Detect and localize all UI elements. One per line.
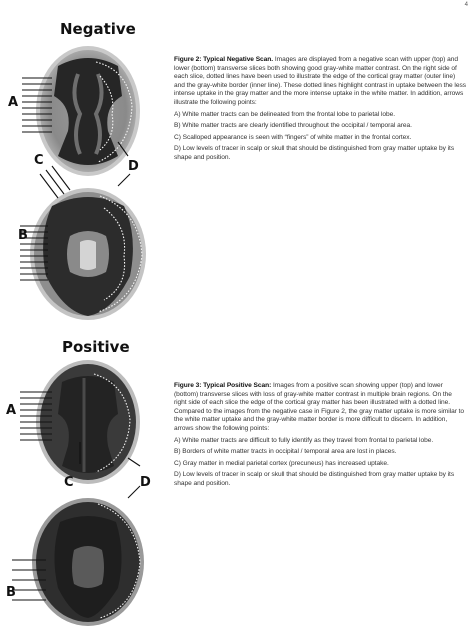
label-c: C — [34, 153, 44, 168]
figure3-caption-title: Figure 3: Typical Positive Scan: — [174, 382, 272, 389]
label-b: B — [18, 228, 28, 243]
positive-lower-slice — [32, 498, 144, 626]
label-a: A — [6, 403, 17, 418]
page-number: 4 — [464, 2, 468, 8]
figure3-heading: Positive — [62, 338, 130, 356]
figure3-scan-images — [0, 354, 170, 635]
negative-lower-slice — [30, 188, 146, 320]
figure2-scan-images — [0, 36, 170, 326]
label-a: A — [8, 95, 19, 110]
figure2-caption — [174, 56, 466, 166]
label-d: D — [128, 159, 139, 174]
figure3-point-d: D) Low levels of tracer in scalp or skull that should be distinguished from gray matter uptake by its shape and position. — [174, 471, 455, 487]
arrows-d — [128, 458, 140, 498]
figure2-point-a: A) White matter tracts can be delineated from the frontal lobe to parietal lobe. — [174, 110, 396, 118]
figure2-caption-title: Figure 2: Typical Negative Scan. — [174, 56, 274, 63]
figure3-point-a: A) White matter tracts are difficult to fully identify as they travel from frontal to parietal lobe. — [174, 436, 434, 444]
figure3-point-c: C) Gray matter in medial parietal cortex (precuneus) has increased uptake. — [174, 459, 389, 467]
negative-upper-slice — [36, 46, 140, 176]
label-c: C — [64, 475, 74, 490]
figure2-point-d: D) Low levels of tracer in scalp or skull that should be distinguished from gray matter uptake by its shape and position. — [174, 145, 455, 161]
figure3-caption-body: Images from a positive scan showing upper (top) and lower (bottom) transverse slices with loss of gray-white matter contrast in multiple brain regions. On the right side of each slice the edge of the cortical gray matter has been illustrated with a dotted line. Compared to the images from the negative case in Figure 2, the gray matter uptake is more similar to the white matter uptake and the gray-white matter border is more difficult to discern. In addition, arrows show the following points: — [174, 382, 465, 432]
figure3-point-b: B) Borders of white matter tracts in occipital / temporal area are lost in places. — [174, 448, 397, 456]
figure2-point-c: C) Scalloped appearance is seen with “fingers” of white matter in the frontal cortex. — [174, 133, 412, 141]
label-d: D — [140, 475, 151, 490]
figure2-caption-body: Images are displayed from a negative scan with upper (top) and lower (bottom) transverse slices both showing good gray-white matter contrast. On the right side of each slice, dotted lines have been used to illustrate the edge of the cortical gray matter (outer line) and the gray-white border (inner line). These dotted lines highlight contrast in uptake between the less intense uptake in the gray matter and the more intense uptake in the white matter. In addition, arrows illustrate the following points: — [174, 56, 466, 106]
figure2-point-b: B) White matter tracts are clearly identified throughout the occipital / temporal area. — [174, 122, 412, 130]
figure3-caption — [174, 382, 466, 492]
label-b: B — [6, 585, 16, 600]
figure2-heading: Negative — [60, 20, 136, 38]
